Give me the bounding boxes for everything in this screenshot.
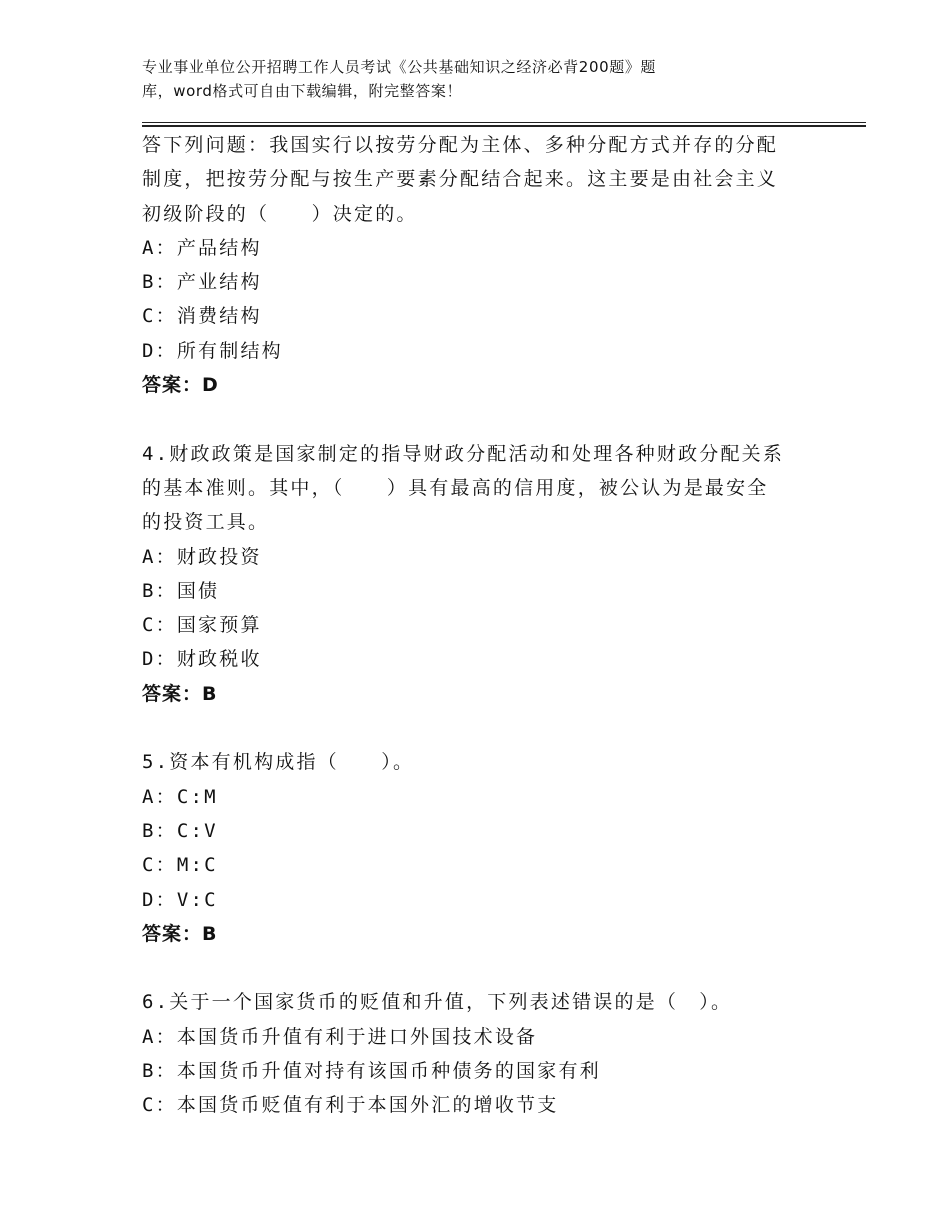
question-3-option-b: B：产业结构	[142, 271, 262, 294]
question-4-line-2: 的基本准则。其中，（ ）具有最高的信用度，被公认为是最安全	[142, 476, 769, 499]
question-3-option-c: C：消费结构	[142, 305, 262, 328]
question-4-option-a: A：财政投资	[142, 545, 262, 568]
question-6-option-b: B：本国货币升值对持有该国币种债务的国家有利	[142, 1060, 601, 1083]
question-3-option-a: A：产品结构	[142, 236, 262, 259]
question-6	[142, 985, 822, 1122]
question-6-line-1: 6.关于一个国家货币的贬值和升值，下列表述错误的是（ ）。	[142, 991, 733, 1014]
spacer	[142, 711, 822, 745]
question-3-line-1: 答下列问题：我国实行以按劳分配为主体、多种分配方式并存的分配	[142, 134, 779, 156]
header-line-2: 库，word格式可自由下载编辑，附完整答案！	[142, 82, 463, 100]
spacer	[142, 402, 822, 436]
header-divider-thin	[142, 122, 866, 123]
question-6-option-a: A：本国货币升值有利于进口外国技术设备	[142, 1025, 538, 1048]
question-5-option-b: B：C:V	[142, 819, 218, 842]
header-divider-thick	[142, 125, 866, 127]
question-3-answer: 答案：D	[142, 374, 219, 397]
question-4-line-3: 的投资工具。	[142, 511, 270, 534]
question-5-answer: 答案：B	[142, 922, 218, 945]
question-3-line-3: 初级阶段的（ ）决定的。	[142, 202, 418, 225]
question-5	[142, 745, 822, 951]
document-header	[142, 55, 772, 103]
question-4-option-d: D：财政税收	[142, 648, 262, 671]
question-5-option-d: D：V:C	[142, 888, 218, 911]
question-5-option-c: C：M:C	[142, 854, 218, 877]
question-4-answer: 答案：B	[142, 682, 218, 705]
question-3-option-d: D：所有制结构	[142, 339, 283, 362]
question-6-option-c: C：本国货币贬值有利于本国外汇的增收节支	[142, 1094, 559, 1117]
question-4-option-c: C：国家预算	[142, 614, 262, 637]
question-list	[142, 128, 822, 1123]
question-4	[142, 437, 822, 711]
question-3-line-2: 制度，把按劳分配与按生产要素分配结合起来。这主要是由社会主义	[142, 168, 779, 191]
spacer	[142, 951, 822, 985]
question-5-line-1: 5.资本有机构成指（ ）。	[142, 751, 415, 774]
question-5-option-a: A：C:M	[142, 785, 218, 808]
question-4-option-b: B：国债	[142, 579, 220, 602]
header-line-1: 专业事业单位公开招聘工作人员考试《公共基础知识之经济必背200题》题	[142, 58, 657, 76]
question-4-line-1: 4.财政政策是国家制定的指导财政分配活动和处理各种财政分配关系	[142, 442, 785, 465]
question-3	[142, 128, 822, 402]
